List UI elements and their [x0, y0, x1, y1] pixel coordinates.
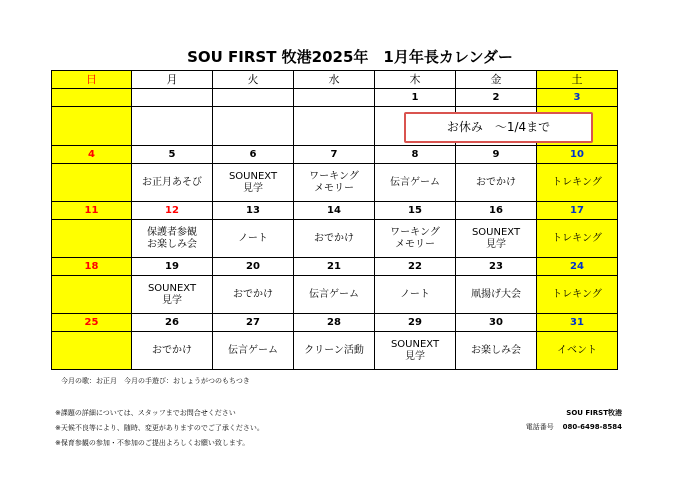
activity-cell: [52, 220, 132, 258]
activity-row: [52, 164, 618, 202]
date-cell: 11: [52, 202, 132, 220]
date-row: [52, 202, 618, 220]
date-cell: 12: [132, 202, 213, 220]
weekday-header: 金: [456, 71, 537, 89]
activity-text: ワーキング: [309, 170, 359, 182]
activity-text: 凧揚げ大会: [471, 288, 521, 300]
activity-text: ノート: [238, 232, 268, 244]
activity-cell: [537, 332, 618, 370]
activity-text: おでかけ: [152, 344, 192, 356]
activity-text: SOUNEXT: [228, 170, 278, 182]
activity-cell: [132, 107, 213, 146]
phone-number: 080-6498-8584: [562, 423, 622, 431]
activity-cell: [52, 276, 132, 314]
weekday-header-row: [52, 71, 618, 89]
activity-text: トレキング: [552, 176, 602, 188]
activity-text: お正月あそび: [142, 176, 202, 188]
activity-cell: [537, 276, 618, 314]
date-cell: 31: [537, 314, 618, 332]
activity-cell: [456, 164, 537, 202]
date-cell: 20: [213, 258, 294, 276]
activity-cell: [213, 107, 294, 146]
date-cell: 29: [375, 314, 456, 332]
date-cell: 17: [537, 202, 618, 220]
date-cell: 24: [537, 258, 618, 276]
activity-cell: [456, 220, 537, 258]
activity-cell: [213, 276, 294, 314]
notes-block: [55, 408, 264, 453]
date-cell: 3: [537, 89, 618, 107]
activity-text: 伝言ゲーム: [228, 344, 278, 356]
activity-text: 保護者参観: [147, 226, 197, 238]
date-row: [52, 314, 618, 332]
activity-row: [52, 276, 618, 314]
activity-text: クリーン活動: [304, 344, 364, 356]
activity-text: お楽しみ会: [147, 238, 197, 250]
activity-text: 見学: [486, 238, 506, 250]
activity-cell: [213, 332, 294, 370]
phone-line: [526, 422, 622, 432]
activity-text: トレキング: [552, 232, 602, 244]
activity-text: おでかけ: [233, 288, 273, 300]
weekday-header: 水: [294, 71, 375, 89]
date-cell: 7: [294, 146, 375, 164]
activity-cell: [537, 220, 618, 258]
activity-cell: [375, 332, 456, 370]
activity-cell: [456, 276, 537, 314]
activity-text: 見学: [405, 350, 425, 362]
date-cell: 30: [456, 314, 537, 332]
date-cell: 4: [52, 146, 132, 164]
weekday-header: 月: [132, 71, 213, 89]
activity-text: お楽しみ会: [471, 344, 521, 356]
date-cell: [52, 89, 132, 107]
activity-cell: [294, 220, 375, 258]
date-cell: 13: [213, 202, 294, 220]
activity-text: おでかけ: [476, 176, 516, 188]
weekday-header: 土: [537, 71, 618, 89]
date-cell: [132, 89, 213, 107]
activity-text: 伝言ゲーム: [390, 176, 440, 188]
note-line: ※保育参観の参加・不参加のご提出よろしくお願い致します。: [55, 439, 250, 447]
weekday-header: 火: [213, 71, 294, 89]
activity-cell: [132, 220, 213, 258]
calendar-title: SOU FIRST 牧港2025年 1月年長カレンダー: [187, 48, 513, 66]
date-cell: 27: [213, 314, 294, 332]
activity-cell: [132, 332, 213, 370]
date-cell: 9: [456, 146, 537, 164]
activity-cell: [52, 107, 132, 146]
organization-name: SOU FIRST牧港: [566, 409, 622, 417]
activity-cell: [213, 220, 294, 258]
activity-text: 見学: [162, 294, 182, 306]
date-cell: 19: [132, 258, 213, 276]
activity-text: 見学: [243, 182, 263, 194]
date-row: [52, 89, 618, 107]
date-cell: 14: [294, 202, 375, 220]
date-cell: 18: [52, 258, 132, 276]
activity-cell: [294, 107, 375, 146]
note-line: ※課題の詳細については、スタッフまでお問合せください: [55, 409, 236, 417]
date-cell: 5: [132, 146, 213, 164]
activity-text: メモリー: [314, 182, 354, 194]
activity-text: おでかけ: [314, 232, 354, 244]
holiday-note: お休み ～1/4まで: [404, 112, 593, 143]
monthly-song-line: 今月の歌：お正月 今月の手遊び：おしょうがつのもちつき: [61, 377, 250, 385]
activity-cell: [375, 220, 456, 258]
activity-cell: [537, 164, 618, 202]
weekday-header: 日: [52, 71, 132, 89]
activity-text: トレキング: [552, 288, 602, 300]
note-line: ※天候不良等により、随時、変更がありますのでご了承ください。: [55, 424, 264, 432]
phone-label: 電話番号: [525, 423, 554, 431]
date-row: [52, 146, 618, 164]
date-cell: 6: [213, 146, 294, 164]
activity-text: メモリー: [395, 238, 435, 250]
date-cell: 21: [294, 258, 375, 276]
activity-text: イベント: [557, 344, 597, 356]
date-cell: 10: [537, 146, 618, 164]
activity-cell: [375, 164, 456, 202]
activity-cell: [52, 332, 132, 370]
activity-cell: [132, 164, 213, 202]
activity-cell: [456, 332, 537, 370]
date-cell: [213, 89, 294, 107]
activity-cell: [294, 332, 375, 370]
date-cell: 28: [294, 314, 375, 332]
date-row: [52, 258, 618, 276]
date-cell: 22: [375, 258, 456, 276]
activity-text: SOUNEXT: [147, 282, 197, 294]
date-cell: 8: [375, 146, 456, 164]
weekday-header: 木: [375, 71, 456, 89]
activity-row: [52, 332, 618, 370]
date-cell: 16: [456, 202, 537, 220]
activity-cell: [132, 276, 213, 314]
activity-cell: [375, 276, 456, 314]
date-cell: 2: [456, 89, 537, 107]
activity-text: SOUNEXT: [390, 338, 440, 350]
date-cell: 23: [456, 258, 537, 276]
activity-cell: [294, 164, 375, 202]
activity-cell: [52, 164, 132, 202]
date-cell: 1: [375, 89, 456, 107]
date-cell: 15: [375, 202, 456, 220]
date-cell: 26: [132, 314, 213, 332]
activity-cell: [213, 164, 294, 202]
date-cell: 25: [52, 314, 132, 332]
activity-text: ワーキング: [390, 226, 440, 238]
activity-text: 伝言ゲーム: [309, 288, 359, 300]
activity-text: ノート: [400, 288, 430, 300]
activity-cell: [294, 276, 375, 314]
date-cell: [294, 89, 375, 107]
activity-row: [52, 220, 618, 258]
activity-text: SOUNEXT: [471, 226, 521, 238]
